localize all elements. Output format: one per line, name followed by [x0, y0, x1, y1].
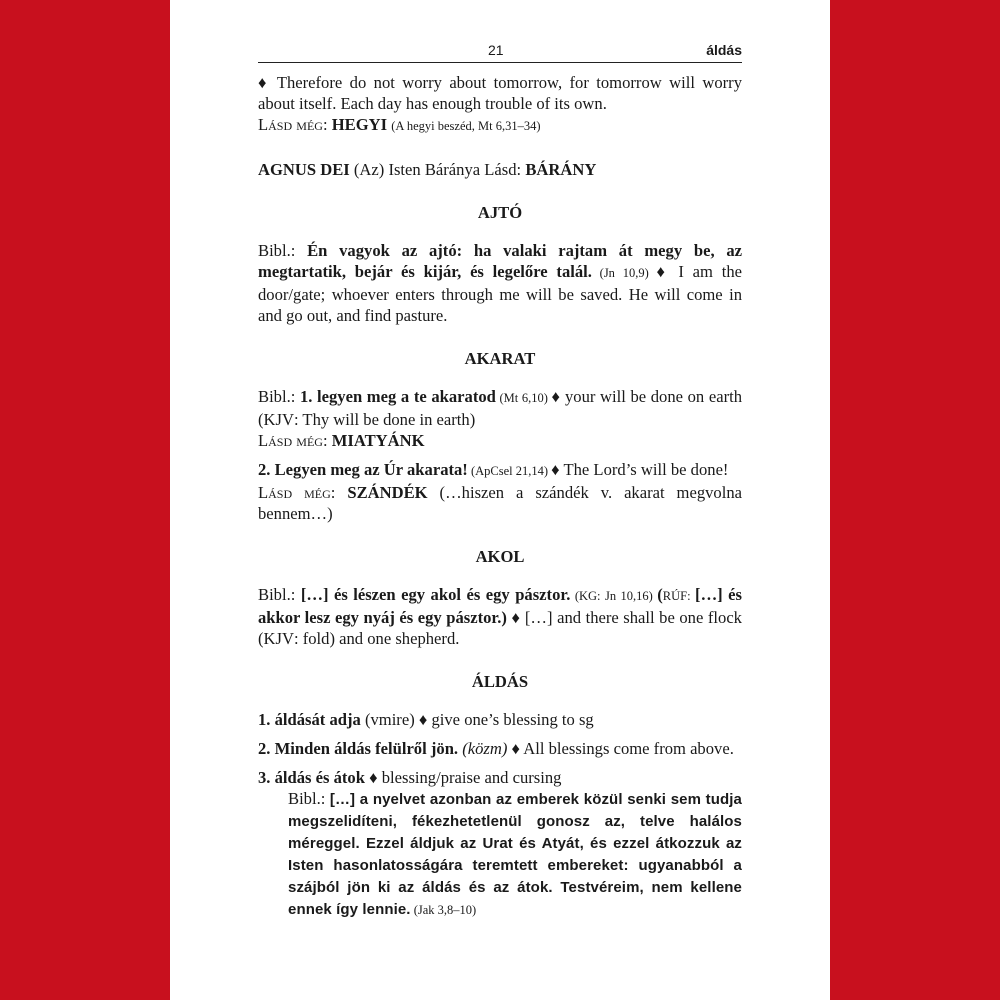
entry-agnus-dei: AGNUS DEI (Az) Isten Báránya Lásd: BÁRÁNY: [258, 160, 597, 179]
entry-akol: Bibl.: […] és lészen egy akol és egy pásztor. (KG: Jn 10,16) (RÚF: […] és akkor lesz egy nyáj és egy pásztor.) ♦ […] and there shall be one flock (KJV: fold) and one shepherd.: [258, 585, 742, 648]
page-header: [258, 42, 742, 63]
entry-aldas-3: 3. áldás és átok ♦ blessing/praise and cursing: [258, 768, 562, 787]
entry-aldas-2: 2. Minden áldás felülről jön. (közm) ♦ All blessings come from above.: [258, 739, 734, 758]
intro-quote: ♦ Therefore do not worry about tomorrow, for tomorrow will worry about itself. Each day has enough trouble of its own.: [258, 73, 742, 113]
page-number: 21: [488, 42, 504, 58]
heading-ajto: AJTÓ: [477, 203, 523, 222]
akarat-see-also-1: Lásd még: MIATYÁNK: [258, 431, 425, 450]
intro-see-also: Lásd még: HEGYI (A hegyi beszéd, Mt 6,31–34): [258, 115, 541, 134]
heading-akol: AKOL: [475, 547, 525, 566]
entry-akarat-1: Bibl.: 1. legyen meg a te akaratod (Mt 6,10) ♦ your will be done on earth (KJV: Thy will be done in earth): [258, 387, 742, 429]
aldas-3-bible-quote: Bibl.: […] a nyelvet azonban az emberek közül senki sem tudja megszelidíteni, fékezhetetlenül gonosz az, telve halálos méreggel. Ezzel áldjuk az Urat és Atyát, és ezzel átkozzuk az Isten hasonlatosságára teremtett embereket: ugyanabból a szájból jön ki az áldás és az átok. Testvéreim, nem kellene ennek így lennie. (Jak 3,8–10): [288, 789, 742, 918]
book-page: [170, 0, 830, 1000]
entry-aldas-1: 1. áldását adja (vmire) ♦ give one’s blessing to sg: [258, 710, 594, 729]
entries: [258, 72, 742, 921]
akarat-see-also-2: Lásd még: SZÁNDÉK (…hiszen a szándék v. akarat megvolna bennem…): [258, 483, 742, 523]
entry-ajto: Bibl.: Én vagyok az ajtó: ha valaki rajtam át megy be, az megtartatik, bejár és kijár, és legelőre talál. (Jn 10,9) ♦ I am the door/gate; whoever enters through me will be saved. He will come in and go out, and find pasture.: [258, 241, 742, 325]
heading-aldas: ÁLDÁS: [471, 672, 529, 691]
heading-akarat: AKARAT: [464, 349, 536, 368]
entry-akarat-2: 2. Legyen meg az Úr akarata! (ApCsel 21,14) ♦ The Lord’s will be done!: [258, 460, 729, 479]
running-head: áldás: [706, 42, 742, 58]
